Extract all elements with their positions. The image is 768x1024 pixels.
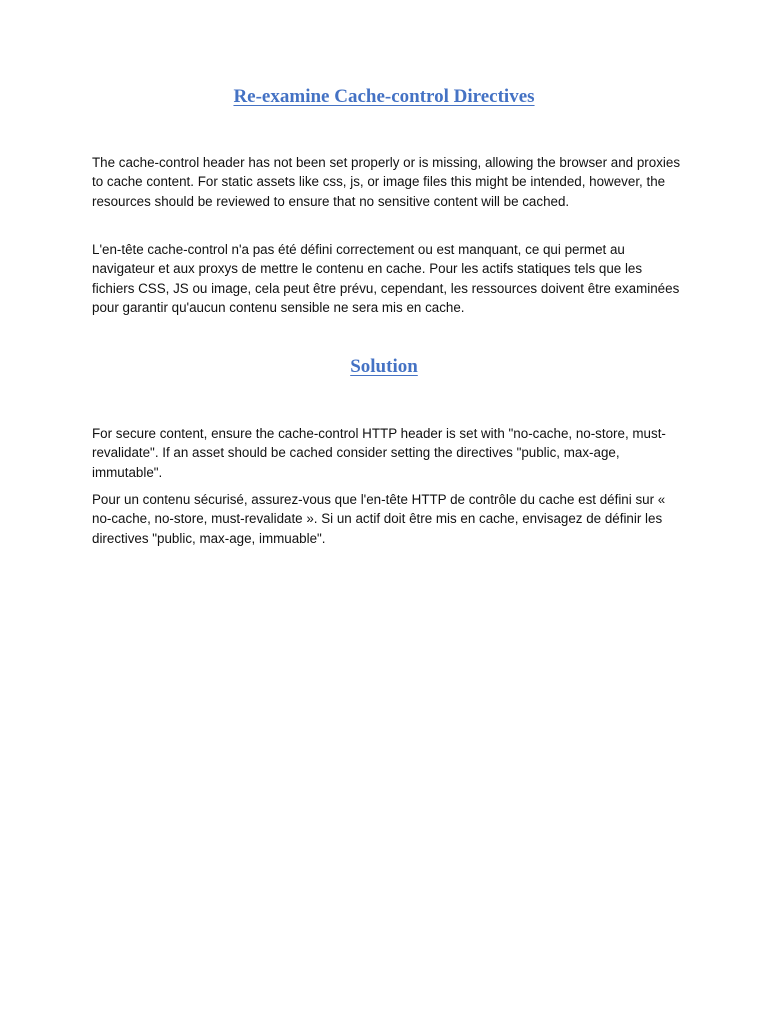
paragraph-french-solution: Pour un contenu sécurisé, assurez-vous que l'en-tête HTTP de contrôle du cache est défini sur « no-cache, no-store, must-revalidate ». Si un actif doit être mis en cache, envisagez de définir les directives "public, max-age, immuable".: [92, 492, 666, 546]
paragraph-english-description: The cache-control header has not been set properly or is missing, allowing the browser and proxies to cache content. For static assets like css, js, or image files this might be intended, however, the resources should be reviewed to ensure that no sensitive content will be cached.: [92, 155, 681, 209]
paragraph-english-solution: For secure content, ensure the cache-control HTTP header is set with "no-cache, no-store, must-revalidate". If an asset should be cached consider setting the directives "public, max-age, immutable".: [92, 426, 666, 480]
paragraph-french-description: L'en-tête cache-control n'a pas été défini correctement ou est manquant, ce qui permet au navigateur et aux proxys de mettre le contenu en cache. Pour les actifs statiques tels que les fichiers CSS, JS ou image, cela peut être prévu, cependant, les ressources doivent être examinées pour garantir qu'aucun contenu sensible ne sera mis en cache.: [92, 242, 680, 316]
section-heading-solution: Solution: [350, 356, 418, 377]
section-heading-cache-control: Re-examine Cache-control Directives: [233, 86, 535, 107]
